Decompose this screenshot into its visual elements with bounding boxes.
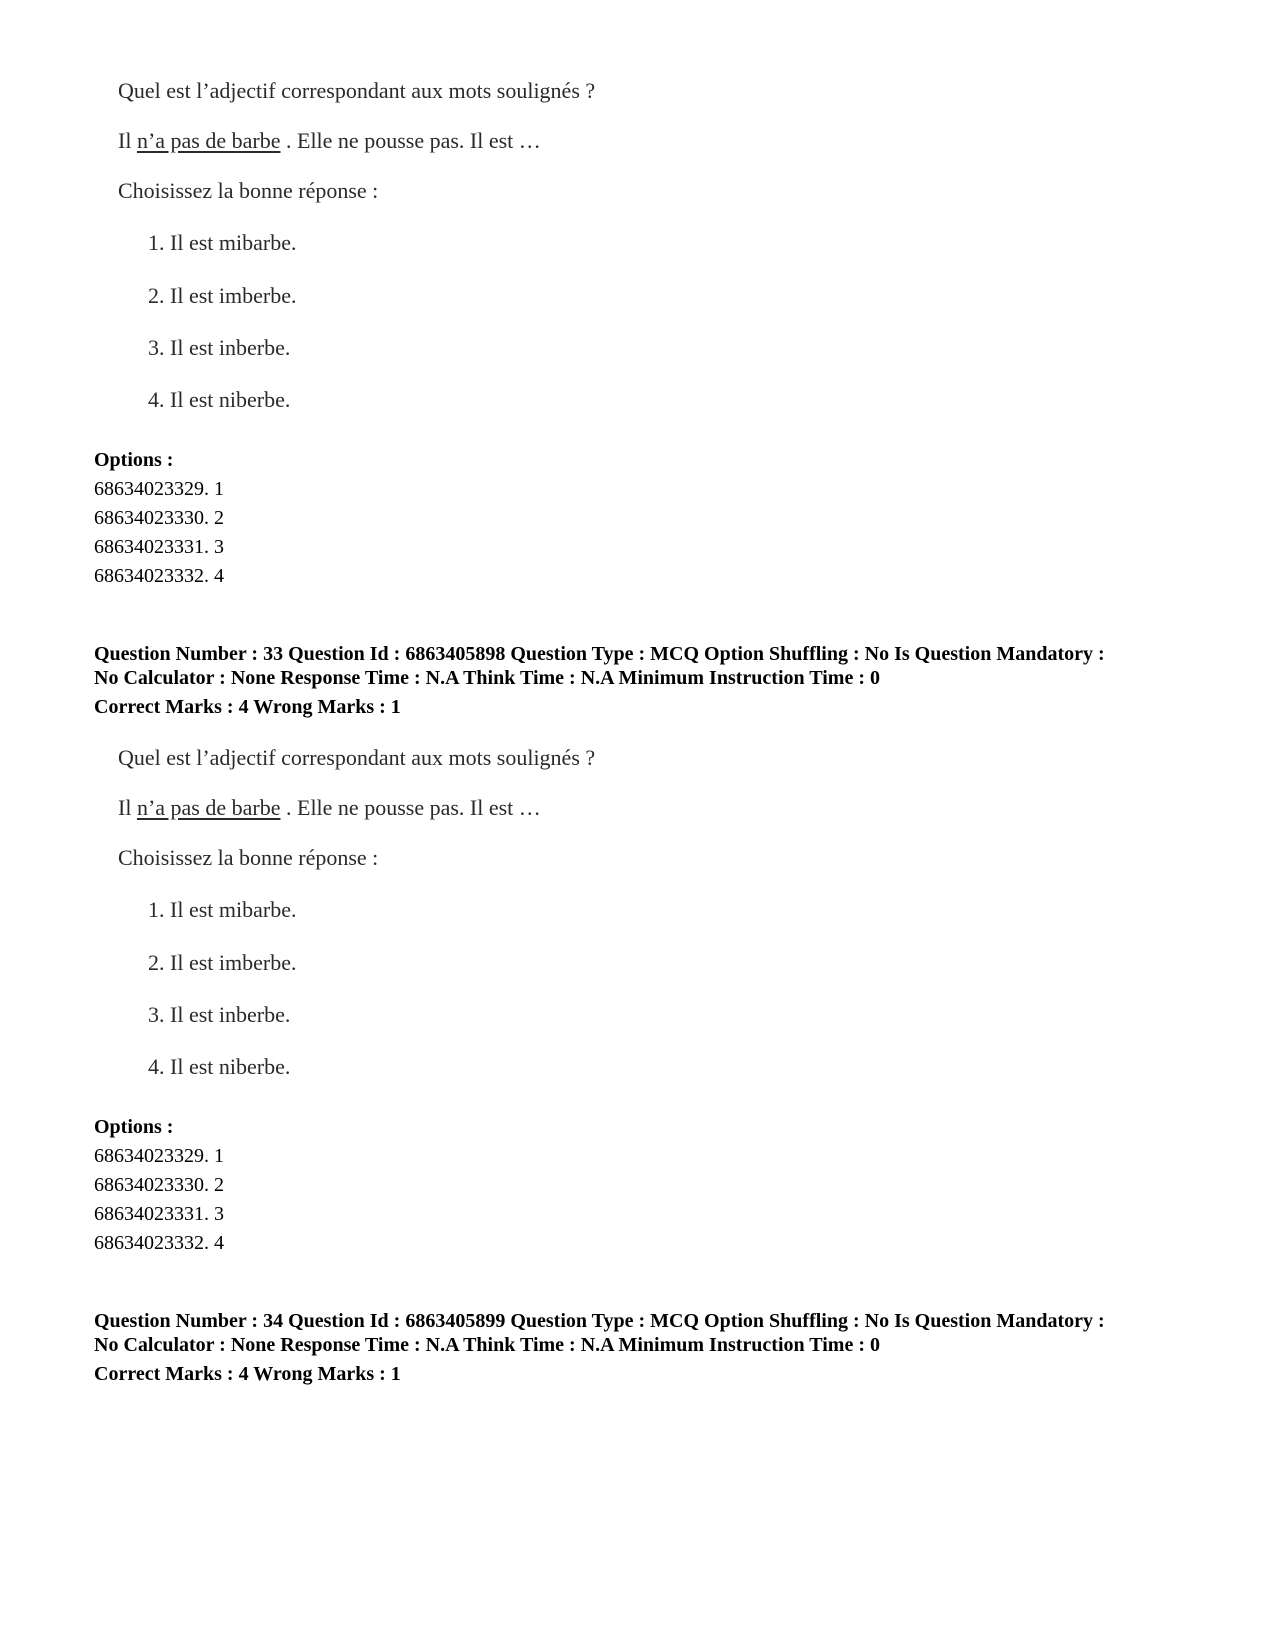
question-sentence [118, 795, 541, 821]
underlined-words: n’a pas de barbe [136, 128, 281, 153]
sentence-post: . Elle ne pousse pas. Il est … [280, 128, 541, 153]
option-item: 68634023330. 2 [94, 507, 224, 529]
sentence-post: . Elle ne pousse pas. Il est … [280, 795, 541, 820]
marks-line: Correct Marks : 4 Wrong Marks : 1 [94, 696, 401, 718]
options-label: Options : [94, 449, 174, 471]
sentence-pre: Il [118, 795, 137, 820]
choice-item: 3. Il est inberbe. [148, 1002, 291, 1027]
options-list [94, 1113, 224, 1258]
option-item: 68634023332. 4 [94, 565, 224, 587]
option-item: 68634023332. 4 [94, 1232, 224, 1254]
option-item: 68634023331. 3 [94, 1203, 224, 1225]
question-meta [94, 642, 1194, 719]
marks-line: Correct Marks : 4 Wrong Marks : 1 [94, 1363, 401, 1385]
question-prompt: Quel est l’adjectif correspondant aux mots soulignés ? [118, 78, 596, 103]
choice-item: 3. Il est inberbe. [148, 335, 291, 360]
question-instruction: Choisissez la bonne réponse : [118, 178, 379, 203]
option-item: 68634023331. 3 [94, 536, 224, 558]
choice-item: 1. Il est mibarbe. [148, 897, 297, 922]
question-sentence [118, 128, 541, 154]
sentence-pre: Il [118, 128, 137, 153]
question-meta [94, 1309, 1194, 1386]
choice-item: 2. Il est imberbe. [148, 950, 297, 975]
meta-line: Question Number : 33 Question Id : 6863405898 Question Type : MCQ Option Shuffling : No Is Question Mandatory : [94, 643, 1105, 665]
options-label: Options : [94, 1116, 174, 1138]
meta-line: No Calculator : None Response Time : N.A Think Time : N.A Minimum Instruction Time : 0 [94, 667, 880, 689]
meta-line: No Calculator : None Response Time : N.A Think Time : N.A Minimum Instruction Time : 0 [94, 1334, 880, 1356]
choice-item: 4. Il est niberbe. [148, 1054, 291, 1079]
choice-item: 1. Il est mibarbe. [148, 230, 297, 255]
question-instruction: Choisissez la bonne réponse : [118, 845, 379, 870]
options-list [94, 446, 224, 591]
underlined-words: n’a pas de barbe [136, 795, 281, 820]
meta-line: Question Number : 34 Question Id : 6863405899 Question Type : MCQ Option Shuffling : No Is Question Mandatory : [94, 1310, 1105, 1332]
option-item: 68634023329. 1 [94, 478, 224, 500]
question-prompt: Quel est l’adjectif correspondant aux mots soulignés ? [118, 745, 596, 770]
choice-item: 2. Il est imberbe. [148, 283, 297, 308]
option-item: 68634023330. 2 [94, 1174, 224, 1196]
option-item: 68634023329. 1 [94, 1145, 224, 1167]
choice-item: 4. Il est niberbe. [148, 387, 291, 412]
